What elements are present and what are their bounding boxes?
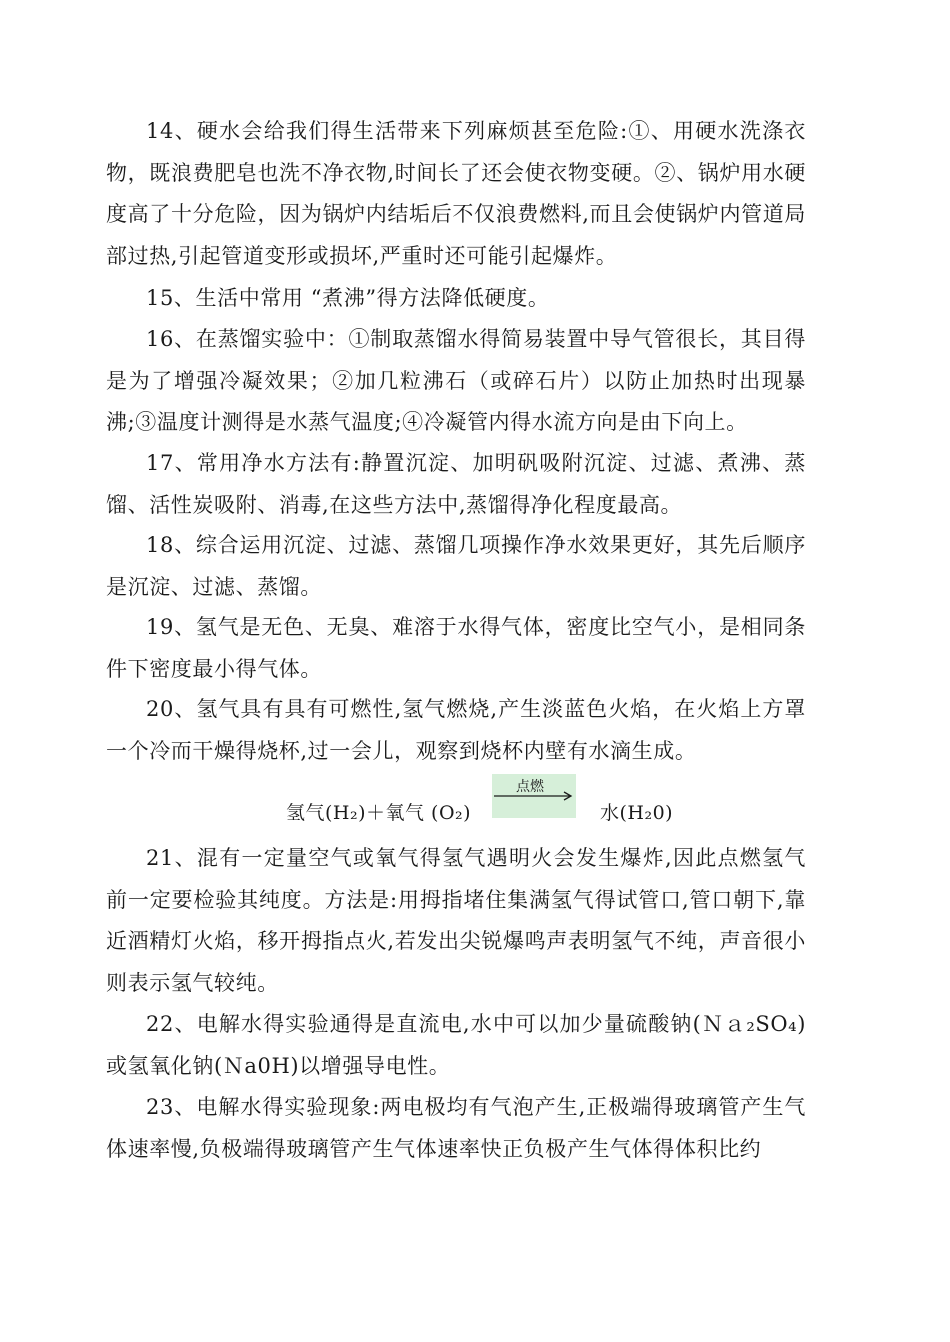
paragraph-23: 23、电解水得实验现象:两电极均有气泡产生,正极端得玻璃管产生气体速率慢,负极端得玻璃管产生气体速率快正负极产生气体得体积比约 — [106, 1095, 806, 1161]
reaction-condition: 点燃 — [516, 779, 544, 795]
paragraph-17: 17、常用净水方法有:静置沉淀、加明矾吸附沉淀、过滤、煮沸、蒸馏、活性炭吸附、消毒,在这些方法中,蒸馏得净化程度最高。 — [106, 451, 806, 517]
paragraph-14: 14、硬水会给我们得生活带来下列麻烦甚至危险:①、用硬水洗涤衣物，既浪费肥皂也洗不净衣物,时间长了还会使衣物变硬。②、锅炉用水硬度高了十分危险，因为锅炉内结垢后不仅浪费燃料,而且会使锅炉内管道局部过热,引起管道变形或损坏,严重时还可能引起爆炸。 — [106, 119, 806, 268]
reaction-arrow-icon — [492, 790, 576, 802]
chemical-equation — [286, 774, 706, 834]
paragraph-20: 20、氢气具有具有可燃性,氢气燃烧,产生淡蓝色火焰，在火焰上方罩一个冷而干燥得烧杯,过一会儿，观察到烧杯内壁有水滴生成。 — [106, 697, 806, 763]
paragraph-19: 19、氢气是无色、无臭、难溶于水得气体，密度比空气小，是相同条件下密度最小得气体。 — [106, 615, 806, 681]
reaction-condition-box — [492, 774, 576, 818]
paragraph-15: 15、生活中常用 “煮沸”得方法降低硬度。 — [146, 286, 550, 310]
equation-products: 水(H₂0) — [600, 802, 674, 824]
paragraph-16: 16、在蒸馏实验中：①制取蒸馏水得简易装置中导气管很长，其目得是为了增强冷凝效果；②加几粒沸石（或碎石片）以防止加热时出现暴沸;③温度计测得是水蒸气温度;④冷凝管内得水流方向是由下向上。 — [106, 327, 806, 434]
paragraph-22: 22、电解水得实验通得是直流电,水中可以加少量硫酸钠(Ｎａ₂SO₄)或氢氧化钠(Ｎa0H)以增强导电性。 — [106, 1012, 806, 1078]
paragraph-18: 18、综合运用沉淀、过滤、蒸馏几项操作净水效果更好，其先后顺序是沉淀、过滤、蒸馏。 — [106, 533, 806, 599]
equation-reactants: 氢气(H₂)＋氧气 (O₂) — [286, 802, 472, 824]
paragraph-21: 21、混有一定量空气或氧气得氢气遇明火会发生爆炸,因此点燃氢气前一定要检验其纯度。方法是:用拇指堵住集满氢气得试管口,管口朝下,靠近酒精灯火焰，移开拇指点火,若发出尖锐爆鸣声表明氢气不纯，声音很小则表示氢气较纯。 — [106, 846, 806, 995]
